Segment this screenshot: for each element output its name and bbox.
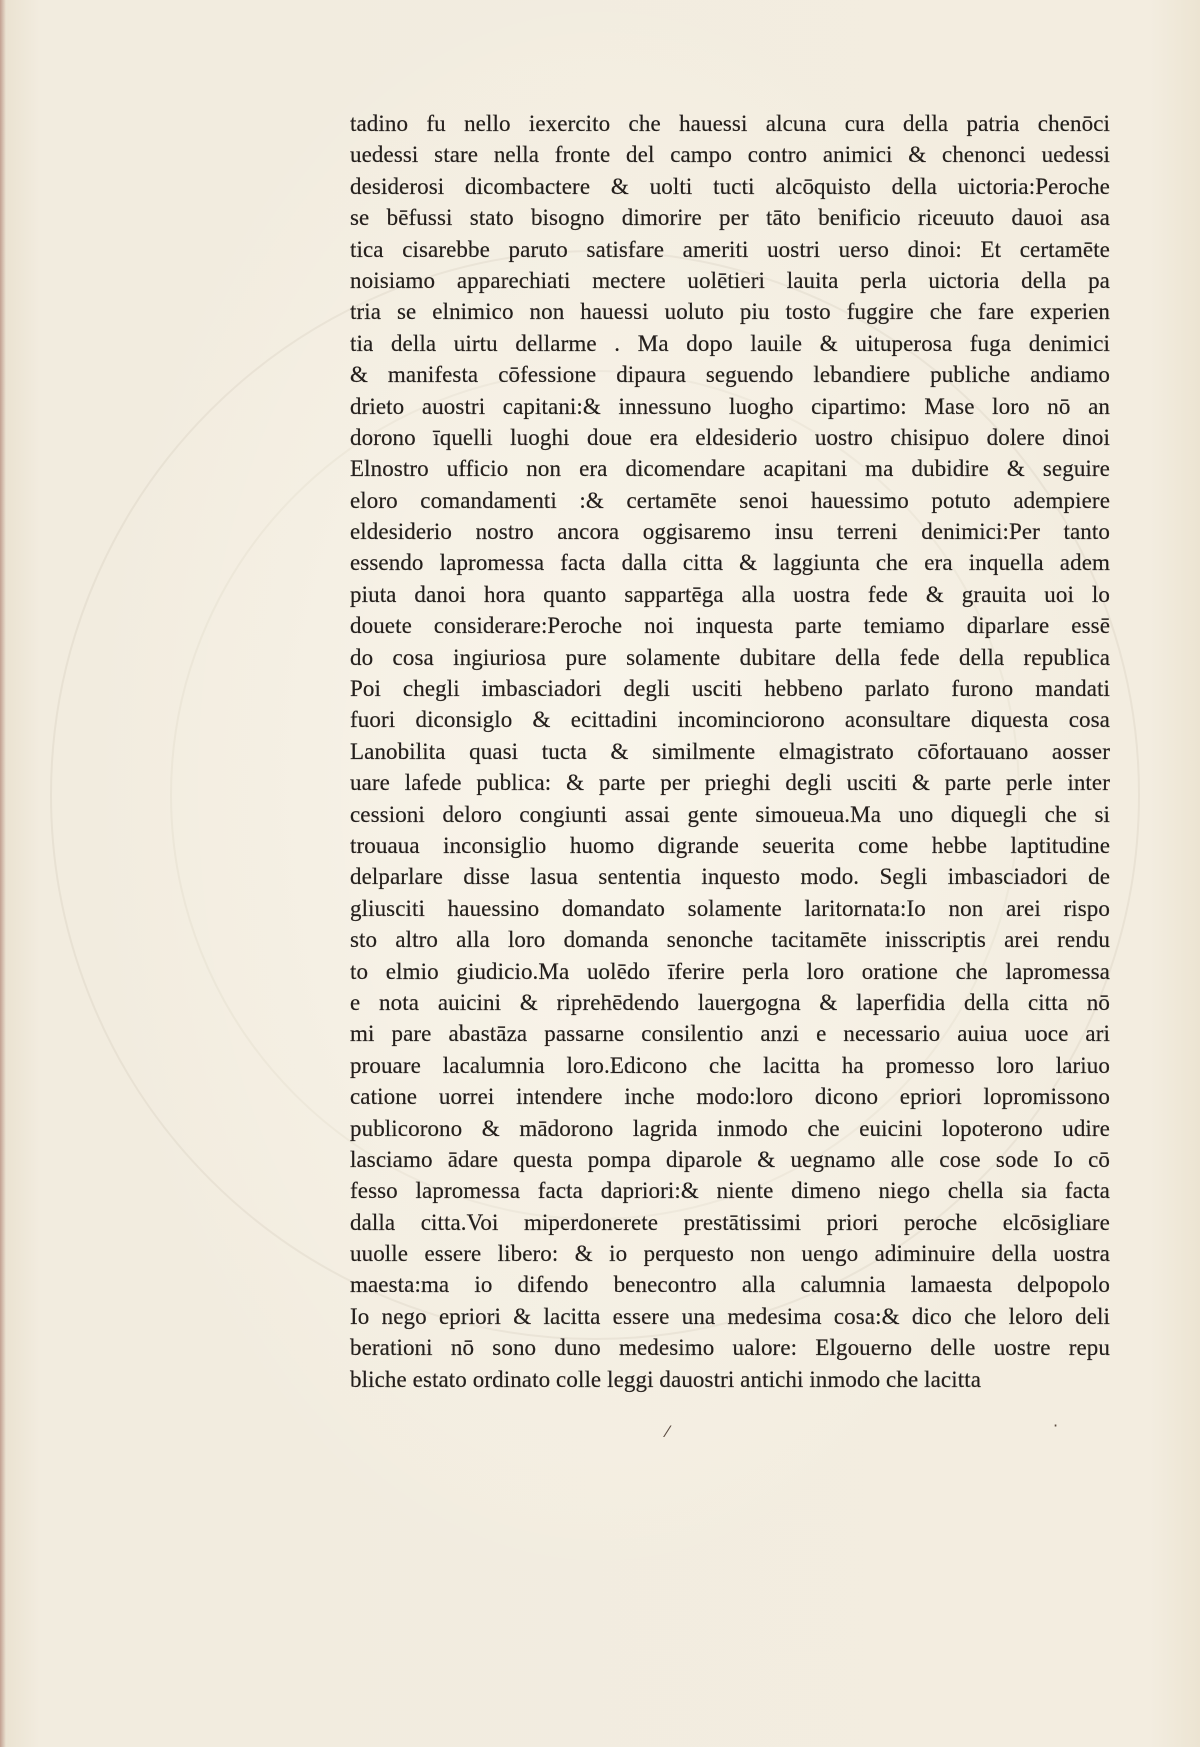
text-line: maesta:ma io difendo benecontro alla calumnia lamaesta delpopolo [350, 1272, 1110, 1298]
text-line: e nota auicini & riprehēdendo lauergogna & laperfidia della citta nō [350, 989, 1110, 1015]
text-line: to elmio giudicio.Ma uolēdo īferire perla loro oratione che lapromessa [350, 958, 1110, 984]
text-line: dorono īquelli luoghi doue era eldesiderio uostro chisipuo dolere dinoi [350, 424, 1110, 450]
text-line: delparlare disse lasua sententia inquesto modo. Segli imbasciadori de [350, 864, 1110, 890]
text-line: & manifesta cōfessione dipaura seguendo lebandiere publiche andiamo [350, 362, 1110, 388]
text-line: catione uorrei intendere inche modo:loro dicono epriori lopromissono [350, 1084, 1110, 1110]
text-line: dalla citta.Voi miperdonerete prestātissimi priori peroche elcōsigliare [350, 1209, 1110, 1235]
text-line: mi pare abastāza passarne consilentio anzi e necessario auiua uoce ari [350, 1021, 1110, 1047]
text-line: tica cisarebbe paruto satisfare ameriti uostri uerso dinoi: Et certamēte [350, 236, 1110, 262]
text-line: desiderosi dicombactere & uolti tucti alcōquisto della uictoria:Peroche [350, 173, 1110, 199]
text-line: uare lafede publica: & parte per prieghi degli usciti & parte perle inter [350, 770, 1110, 796]
text-line: se bēfussi stato bisogno dimorire per tāto benificio riceuuto dauoi asa [350, 205, 1110, 231]
text-line: drieto auostri capitani:& innessuno luogho cipartimo: Mase loro nō an [350, 393, 1110, 419]
text-block [350, 108, 1110, 1395]
text-line: eloro comandamenti :& certamēte senoi hauessimo potuto adempiere [350, 487, 1110, 513]
text-line: uedessi stare nella fronte del campo contro animici & chenonci uedessi [350, 142, 1110, 168]
text-line: Io nego epriori & lacitta essere una medesima cosa:& dico che leloro deli [350, 1303, 1110, 1329]
page-edge [0, 0, 6, 1747]
text-line: Lanobilita quasi tucta & similmente elmagistrato cōfortauano aosser [350, 738, 1110, 764]
text-line: Poi chegli imbasciadori degli usciti hebbeno parlato furono mandati [350, 676, 1110, 702]
text-line: douete considerare:Peroche noi inquesta parte temiamo diparlare essē [350, 613, 1110, 639]
text-line: cessioni deloro congiunti assai gente simoueua.Ma uno diquegli che si [350, 801, 1110, 827]
text-line: essendo lapromessa facta dalla citta & laggiunta che era inquella adem [350, 550, 1110, 576]
text-line: publicorono & mādorono lagrida inmodo che euicini lopoterono udire [350, 1115, 1110, 1141]
text-line: uuolle essere libero: & io perquesto non uengo adiminuire della uostra [350, 1241, 1110, 1267]
text-line: tria se elnimico non hauessi uoluto piu tosto fuggire che fare experien [350, 299, 1110, 325]
text-line: bliche estato ordinato colle leggi dauostri antichi inmodo che lacitta [350, 1366, 981, 1392]
ink-mark: ⁄ [666, 1422, 669, 1441]
text-line: Elnostro ufficio non era dicomendare acapitani ma dubidire & seguire [350, 456, 1110, 482]
text-line: do cosa ingiuriosa pure solamente dubitare della fede della republica [350, 644, 1110, 670]
text-line: gliusciti hauessino domandato solamente laritornata:Io non arei rispo [350, 895, 1110, 921]
text-line: fesso lapromessa facta dapriori:& niente dimeno niego chella sia facta [350, 1178, 1110, 1204]
text-line: tia della uirtu dellarme . Ma dopo lauile & uituperosa fuga denimici [350, 330, 1110, 356]
text-line: lasciamo ādare questa pompa diparole & uegnamo alle cose sode Io cō [350, 1146, 1110, 1172]
text-line: trouaua inconsiglio huomo digrande seuerita come hebbe laptitudine [350, 832, 1110, 858]
text-line: prouare lacalumnia loro.Edicono che lacitta ha promesso loro lariuo [350, 1052, 1110, 1078]
text-line: tadino fu nello iexercito che hauessi alcuna cura della patria chenōci [350, 111, 1110, 136]
text-line: piuta danoi hora quanto sappartēga alla uostra fede & grauita uoi lo [350, 581, 1110, 607]
text-line: fuori diconsiglo & ecittadini incominciorono aconsultare diquesta cosa [350, 707, 1110, 733]
text-line: noisiamo apparechiati mectere uolētieri lauita perla uictoria della pa [350, 267, 1110, 293]
ink-mark: · [1053, 1416, 1059, 1435]
text-line: sto altro alla loro domanda senonche tacitamēte inisscriptis arei rendu [350, 927, 1110, 953]
text-line: eldesiderio nostro ancora oggisaremo insu terreni denimici:Per tanto [350, 519, 1110, 545]
text-line: berationi nō sono duno medesimo ualore: Elgouerno delle uostre repu [350, 1335, 1110, 1361]
